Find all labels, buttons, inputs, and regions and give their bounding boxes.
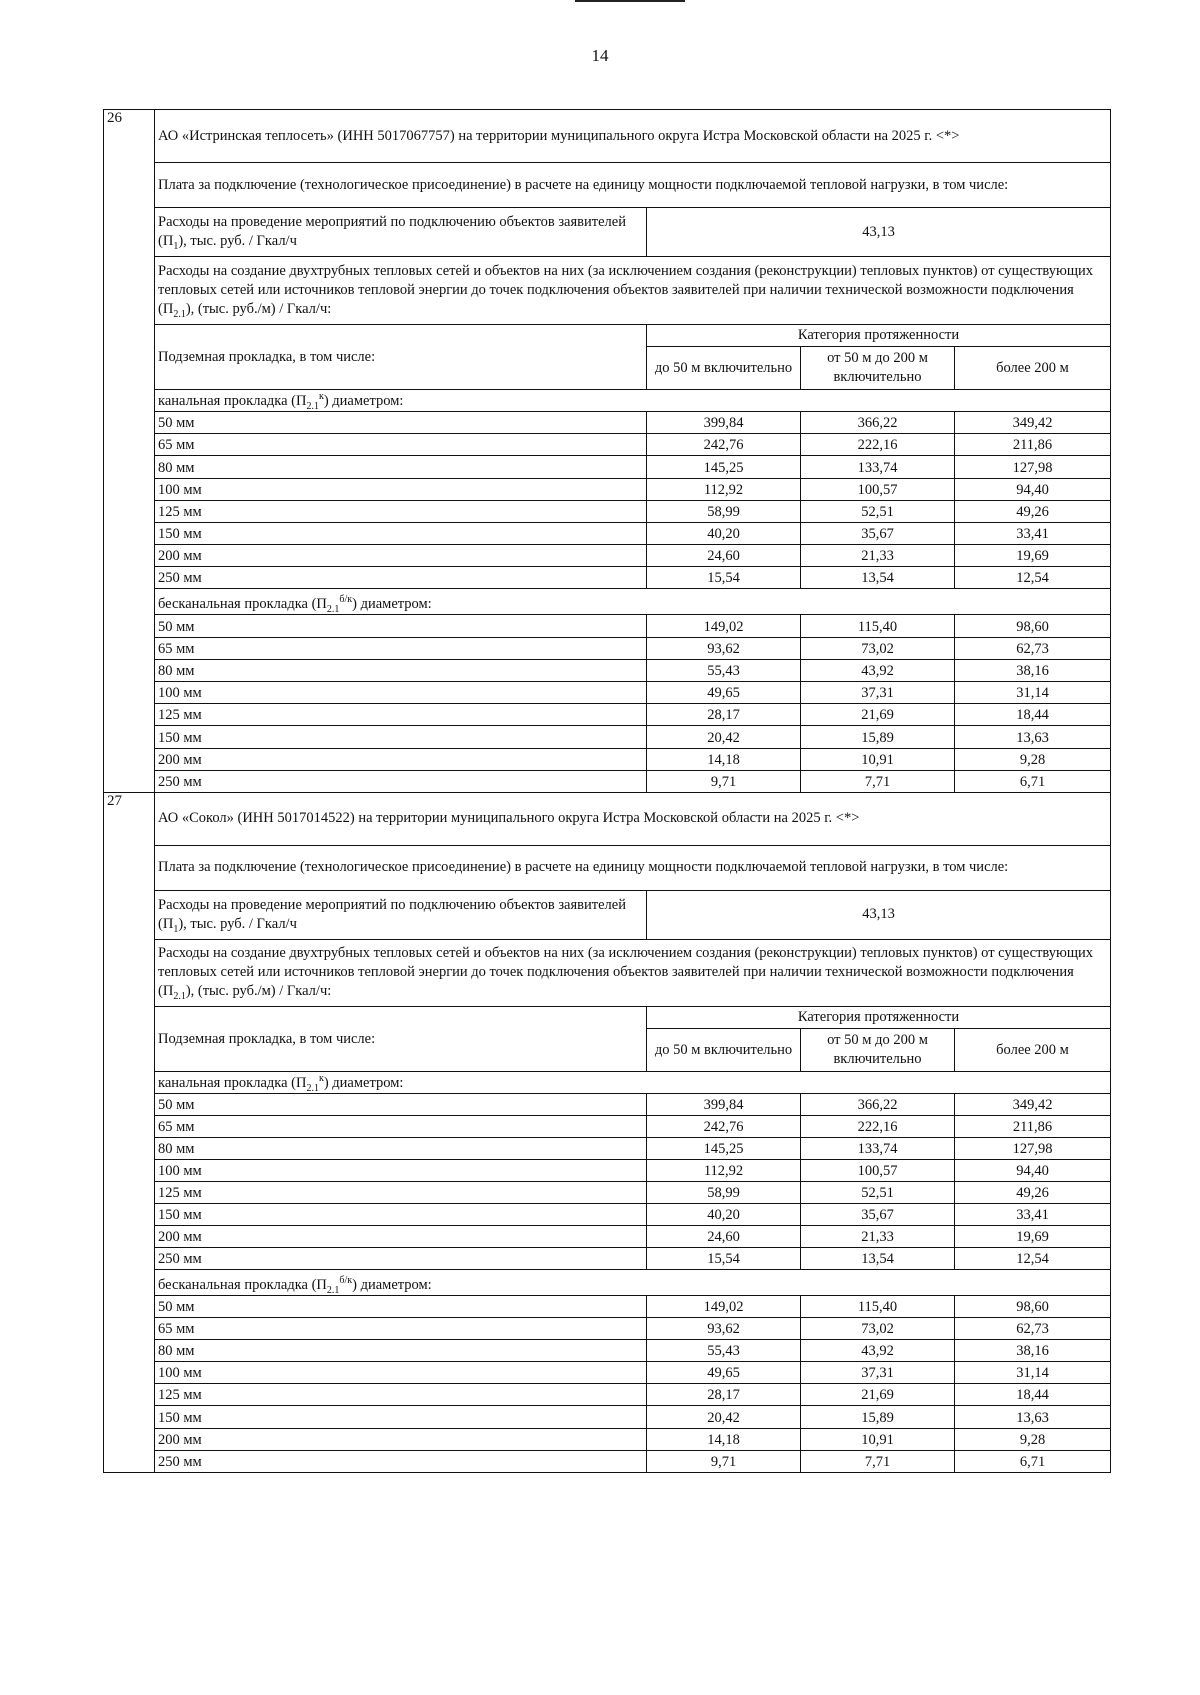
- value-cell: 35,67: [801, 522, 955, 544]
- value-cell: 55,43: [647, 659, 801, 681]
- value-cell: 31,14: [955, 681, 1111, 703]
- table-row: [155, 637, 1111, 659]
- underground-label: Подземная прокладка, в том числе:: [155, 1007, 647, 1072]
- diameter-cell: 65 мм: [155, 637, 647, 659]
- value-cell: 98,60: [955, 615, 1111, 637]
- tariff-table: [154, 109, 1111, 793]
- value-cell: 98,60: [955, 1296, 1111, 1318]
- diameter-cell: 50 мм: [155, 411, 647, 433]
- p1-label: Расходы на проведение мероприятий по подключению объектов заявителей $(П_1)$, тыс. руб. / Гкал/ч: [155, 891, 647, 939]
- value-cell: 12,54: [955, 1248, 1111, 1270]
- table-row: [155, 615, 1111, 637]
- value-cell: 6,71: [955, 770, 1111, 792]
- page-number: 14: [591, 46, 609, 65]
- value-cell: 127,98: [955, 456, 1111, 478]
- value-cell: 37,31: [801, 681, 955, 703]
- value-cell: 211,86: [955, 434, 1111, 456]
- value-cell: 7,71: [801, 1450, 955, 1472]
- table-row: [155, 1137, 1111, 1159]
- value-cell: 37,31: [801, 1362, 955, 1384]
- value-cell: 7,71: [801, 770, 955, 792]
- p21-intro: Расходы на создание двухтрубных тепловых сетей и объектов на них (за исключением создания (реконструкции) тепловых пунктов) от существующих тепловых сетей или источников тепловой энергии до точек подключения объектов заявителей при наличии технической возможности подключения $(П_{2.1})$, (тыс. руб./м) / Гкал/ч:: [155, 257, 1111, 325]
- value-cell: 62,73: [955, 1318, 1111, 1340]
- value-cell: 349,42: [955, 411, 1111, 433]
- value-cell: 24,60: [647, 1226, 801, 1248]
- diameter-cell: 50 мм: [155, 1296, 647, 1318]
- value-cell: 133,74: [801, 1137, 955, 1159]
- value-cell: 366,22: [801, 1093, 955, 1115]
- diameter-cell: 50 мм: [155, 1093, 647, 1115]
- table-row: [155, 659, 1111, 681]
- value-cell: 18,44: [955, 1384, 1111, 1406]
- value-cell: 49,65: [647, 681, 801, 703]
- section-number-cell: [103, 109, 154, 793]
- value-cell: 20,42: [647, 1406, 801, 1428]
- value-cell: 149,02: [647, 615, 801, 637]
- value-cell: 35,67: [801, 1204, 955, 1226]
- value-cell: 211,86: [955, 1115, 1111, 1137]
- table-row: [155, 770, 1111, 792]
- category-header: Категория протяженности: [647, 1007, 1111, 1029]
- value-cell: 43,92: [801, 659, 955, 681]
- diameter-cell: 125 мм: [155, 1384, 647, 1406]
- value-cell: 52,51: [801, 500, 955, 522]
- value-cell: 15,89: [801, 1406, 955, 1428]
- value-cell: 9,71: [647, 770, 801, 792]
- diameter-cell: 200 мм: [155, 1428, 647, 1450]
- value-cell: 28,17: [647, 1384, 801, 1406]
- table-row: [155, 1362, 1111, 1384]
- value-cell: 38,16: [955, 1340, 1111, 1362]
- diameter-cell: 125 мм: [155, 704, 647, 726]
- diameter-cell: 150 мм: [155, 726, 647, 748]
- value-cell: 115,40: [801, 615, 955, 637]
- fee-intro: Плата за подключение (технологическое присоединение) в расчете на единицу мощности подключаемой тепловой нагрузки, в том числе:: [155, 845, 1111, 890]
- value-cell: 100,57: [801, 478, 955, 500]
- value-cell: 366,22: [801, 411, 955, 433]
- value-cell: 40,20: [647, 1204, 801, 1226]
- table-row: [155, 456, 1111, 478]
- col-header-over-200: более 200 м: [955, 1028, 1111, 1071]
- table-row: [155, 1406, 1111, 1428]
- category-header: Категория протяженности: [647, 325, 1111, 347]
- value-cell: 9,71: [647, 1450, 801, 1472]
- value-cell: 9,28: [955, 1428, 1111, 1450]
- value-cell: 18,44: [955, 704, 1111, 726]
- value-cell: 33,41: [955, 1204, 1111, 1226]
- tariff-table: [154, 792, 1111, 1473]
- value-cell: 15,89: [801, 726, 955, 748]
- nochannel-subheader-row: [155, 589, 1111, 615]
- table-row: [155, 478, 1111, 500]
- table-row: [155, 1204, 1111, 1226]
- channel-subheader: канальная прокладка $(П_{2.1}^к)$ диаметром:: [155, 390, 1111, 412]
- diameter-cell: 250 мм: [155, 567, 647, 589]
- diameter-cell: 150 мм: [155, 522, 647, 544]
- diameter-cell: 250 мм: [155, 770, 647, 792]
- value-cell: 58,99: [647, 500, 801, 522]
- value-cell: 15,54: [647, 1248, 801, 1270]
- diameter-cell: 200 мм: [155, 1226, 647, 1248]
- value-cell: 222,16: [801, 434, 955, 456]
- diameter-cell: 200 мм: [155, 545, 647, 567]
- channel-subheader: канальная прокладка $(П_{2.1}^к)$ диаметром:: [155, 1072, 1111, 1094]
- value-cell: 94,40: [955, 1159, 1111, 1181]
- diameter-cell: 100 мм: [155, 478, 647, 500]
- value-cell: 19,69: [955, 545, 1111, 567]
- col-header-50-to-200: от 50 м до 200 м включительно: [801, 347, 955, 390]
- value-cell: 349,42: [955, 1093, 1111, 1115]
- diameter-cell: 150 мм: [155, 1406, 647, 1428]
- value-cell: 9,28: [955, 748, 1111, 770]
- value-cell: 38,16: [955, 659, 1111, 681]
- table-row: [155, 1115, 1111, 1137]
- p1-value: 43,13: [647, 891, 1111, 939]
- value-cell: 100,57: [801, 1159, 955, 1181]
- value-cell: 14,18: [647, 1428, 801, 1450]
- tariff-section: [103, 792, 1110, 1473]
- value-cell: 115,40: [801, 1296, 955, 1318]
- value-cell: 14,18: [647, 748, 801, 770]
- channel-subheader-row: [155, 390, 1111, 412]
- value-cell: 222,16: [801, 1115, 955, 1137]
- diameter-cell: 80 мм: [155, 659, 647, 681]
- col-header-up-to-50: до 50 м включительно: [647, 1028, 801, 1071]
- table-row: [155, 434, 1111, 456]
- table-row: [155, 411, 1111, 433]
- table-row: [155, 1384, 1111, 1406]
- diameter-cell: 150 мм: [155, 1204, 647, 1226]
- table-row: [155, 681, 1111, 703]
- value-cell: 49,26: [955, 1181, 1111, 1203]
- value-cell: 21,33: [801, 1226, 955, 1248]
- table-row: [155, 567, 1111, 589]
- table-row: [155, 1428, 1111, 1450]
- diameter-cell: 80 мм: [155, 1340, 647, 1362]
- channel-subheader-row: [155, 1072, 1111, 1094]
- table-row: [155, 1450, 1111, 1472]
- value-cell: 93,62: [647, 1318, 801, 1340]
- table-row: [155, 545, 1111, 567]
- diameter-cell: 125 мм: [155, 1181, 647, 1203]
- underground-label: Подземная прокладка, в том числе:: [155, 325, 647, 390]
- p1-label: Расходы на проведение мероприятий по подключению объектов заявителей $(П_1)$, тыс. руб. / Гкал/ч: [155, 208, 647, 257]
- value-cell: 10,91: [801, 1428, 955, 1450]
- company-title: АО «Сокол» (ИНН 5017014522) на территории муниципального округа Истра Московской области на 2025 г. <*>: [155, 793, 1111, 846]
- value-cell: 31,14: [955, 1362, 1111, 1384]
- table-row: [155, 1340, 1111, 1362]
- p21-intro: Расходы на создание двухтрубных тепловых сетей и объектов на них (за исключением создания (реконструкции) тепловых пунктов) от существующих тепловых сетей или источников тепловой энергии до точек подключения объектов заявителей при наличии технической возможности подключения $(П_{2.1})$, (тыс. руб./м) / Гкал/ч:: [155, 939, 1111, 1007]
- table-row: [155, 1296, 1111, 1318]
- nochannel-subheader-row: [155, 1270, 1111, 1296]
- diameter-cell: 65 мм: [155, 1115, 647, 1137]
- value-cell: 49,26: [955, 500, 1111, 522]
- section-number: 26: [107, 110, 122, 126]
- diameter-cell: 65 мм: [155, 434, 647, 456]
- diameter-cell: 50 мм: [155, 615, 647, 637]
- tariff-section: [103, 109, 1110, 793]
- table-row: [155, 1248, 1111, 1270]
- value-cell: 13,63: [955, 726, 1111, 748]
- value-cell: 40,20: [647, 522, 801, 544]
- value-cell: 127,98: [955, 1137, 1111, 1159]
- value-cell: 13,54: [801, 1248, 955, 1270]
- value-cell: 12,54: [955, 567, 1111, 589]
- diameter-cell: 250 мм: [155, 1248, 647, 1270]
- value-cell: 33,41: [955, 522, 1111, 544]
- value-cell: 43,92: [801, 1340, 955, 1362]
- diameter-cell: 100 мм: [155, 1159, 647, 1181]
- value-cell: 133,74: [801, 456, 955, 478]
- nochannel-subheader: бесканальная прокладка $(П_{2.1}^{б/к})$ диаметром:: [155, 1270, 1111, 1296]
- value-cell: 94,40: [955, 478, 1111, 500]
- table-row: [155, 1093, 1111, 1115]
- diameter-cell: 100 мм: [155, 681, 647, 703]
- section-number-cell: [103, 792, 154, 1473]
- table-row: [155, 522, 1111, 544]
- value-cell: 58,99: [647, 1181, 801, 1203]
- nochannel-subheader: бесканальная прокладка $(П_{2.1}^{б/к})$ диаметром:: [155, 589, 1111, 615]
- section-number: 27: [107, 793, 122, 809]
- value-cell: 10,91: [801, 748, 955, 770]
- value-cell: 112,92: [647, 478, 801, 500]
- value-cell: 62,73: [955, 637, 1111, 659]
- diameter-cell: 65 мм: [155, 1318, 647, 1340]
- value-cell: 28,17: [647, 704, 801, 726]
- diameter-cell: 80 мм: [155, 456, 647, 478]
- value-cell: 49,65: [647, 1362, 801, 1384]
- value-cell: 13,63: [955, 1406, 1111, 1428]
- value-cell: 93,62: [647, 637, 801, 659]
- value-cell: 399,84: [647, 411, 801, 433]
- diameter-cell: 100 мм: [155, 1362, 647, 1384]
- company-title: АО «Истринская теплосеть» (ИНН 5017067757) на территории муниципального округа Истра Московской области на 2025 г. <*>: [155, 110, 1111, 163]
- value-cell: 55,43: [647, 1340, 801, 1362]
- table-row: [155, 1181, 1111, 1203]
- value-cell: 112,92: [647, 1159, 801, 1181]
- value-cell: 15,54: [647, 567, 801, 589]
- value-cell: 6,71: [955, 1450, 1111, 1472]
- value-cell: 399,84: [647, 1093, 801, 1115]
- table-row: [155, 500, 1111, 522]
- table-row: [155, 726, 1111, 748]
- value-cell: 242,76: [647, 434, 801, 456]
- table-row: [155, 704, 1111, 726]
- value-cell: 149,02: [647, 1296, 801, 1318]
- diameter-cell: 250 мм: [155, 1450, 647, 1472]
- diameter-cell: 80 мм: [155, 1137, 647, 1159]
- table-row: [155, 748, 1111, 770]
- table-row: [155, 1226, 1111, 1248]
- value-cell: 19,69: [955, 1226, 1111, 1248]
- table-row: [155, 1159, 1111, 1181]
- value-cell: 13,54: [801, 567, 955, 589]
- fee-intro: Плата за подключение (технологическое присоединение) в расчете на единицу мощности подключаемой тепловой нагрузки, в том числе:: [155, 163, 1111, 208]
- col-header-50-to-200: от 50 м до 200 м включительно: [801, 1028, 955, 1071]
- col-header-up-to-50: до 50 м включительно: [647, 347, 801, 390]
- value-cell: 24,60: [647, 545, 801, 567]
- value-cell: 21,69: [801, 1384, 955, 1406]
- value-cell: 73,02: [801, 1318, 955, 1340]
- value-cell: 20,42: [647, 726, 801, 748]
- top-rule: [575, 0, 685, 2]
- diameter-cell: 125 мм: [155, 500, 647, 522]
- value-cell: 52,51: [801, 1181, 955, 1203]
- p1-value: 43,13: [647, 208, 1111, 257]
- value-cell: 21,33: [801, 545, 955, 567]
- table-row: [155, 1318, 1111, 1340]
- value-cell: 21,69: [801, 704, 955, 726]
- diameter-cell: 200 мм: [155, 748, 647, 770]
- value-cell: 145,25: [647, 456, 801, 478]
- value-cell: 242,76: [647, 1115, 801, 1137]
- value-cell: 145,25: [647, 1137, 801, 1159]
- col-header-over-200: более 200 м: [955, 347, 1111, 390]
- value-cell: 73,02: [801, 637, 955, 659]
